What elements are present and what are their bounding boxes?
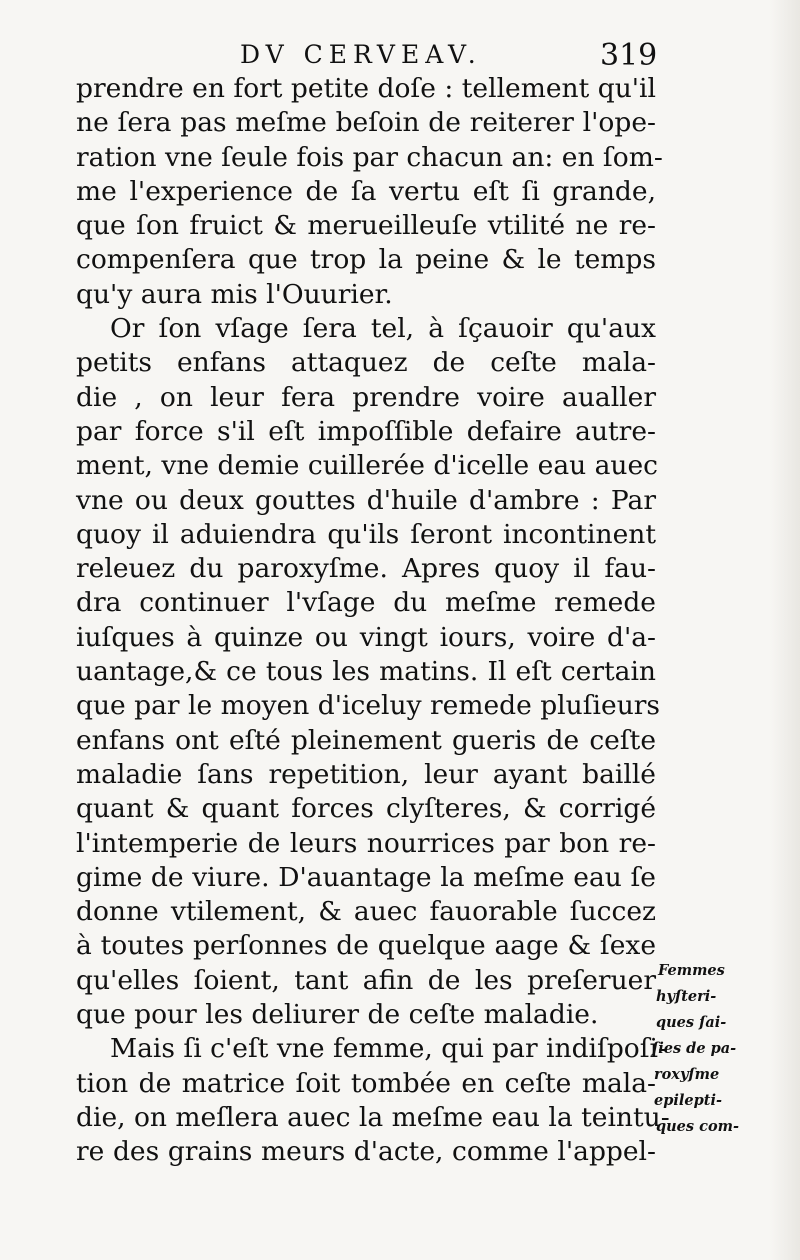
- margin-note-line: hyſteri-: [656, 988, 717, 1005]
- text-line: ment, vne demie cuillerée d'icelle eau auec: [76, 450, 659, 482]
- text-line: ration vne ſeule fois par chacun an: en ſom-: [76, 141, 663, 173]
- margin-note-line: ques ſai-: [656, 1014, 727, 1031]
- text-line: par force s'il eſt impoſſible defaire autre-: [76, 415, 656, 447]
- text-line: maladie ſans repetition, leur ayant baillé: [76, 758, 656, 790]
- text-line: re des grains meurs d'acte, comme l'appel-: [76, 1136, 656, 1168]
- text-line: que ſon fruict & merueilleuſe vtilité ne re-: [76, 210, 656, 242]
- text-line: prendre en fort petite doſe : tellement qu'il: [76, 73, 656, 104]
- text-line: iuſques à quinze ou vingt iours, voire d'a-: [76, 621, 656, 653]
- margin-note: [652, 958, 770, 1140]
- text-line: quant & quant forces clyſteres, & corrigé: [76, 793, 656, 825]
- text-line: Mais ſi c'eſt vne femme, qui par indiſpoſi-: [110, 1033, 667, 1065]
- margin-note-line: roxyſme: [654, 1066, 720, 1083]
- text-line: releuez du paroxyſme. Apres quoy il fau-: [76, 553, 656, 585]
- text-line: qu'elles ſoient, tant afin de les preſeruer: [76, 964, 656, 996]
- margin-note-line: ques com-: [656, 1118, 739, 1135]
- text-line: petits enfans attaquez de ceſte mala-: [76, 347, 656, 379]
- text-line: enfans ont eſté pleinement gueris de ceſte: [76, 724, 656, 756]
- text-line: à toutes perſonnes de quelque aage & ſexe: [76, 930, 656, 962]
- text-line: gime de viure. D'auantage la meſme eau ſe: [76, 861, 656, 893]
- page-number: 319: [600, 38, 658, 73]
- text-line: l'intemperie de leurs nourrices par bon re-: [76, 827, 656, 859]
- margin-note-line: Femmes: [658, 962, 725, 979]
- text-line: die, on meſlera auec la meſme eau la teintu-: [76, 1101, 670, 1133]
- text-line: me l'experience de ſa vertu eſt ſi grande,: [76, 175, 656, 207]
- text-line: vne ou deux gouttes d'huile d'ambre : Par: [76, 484, 656, 516]
- text-line: que pour les deliurer de ceſte maladie.: [76, 999, 599, 1031]
- running-head: DV CERVEAV.: [240, 40, 482, 69]
- text-line: uantage,& ce tous les matins. Il eſt certain: [76, 656, 656, 688]
- text-line: que par le moyen d'iceluy remede pluſieurs: [76, 690, 661, 722]
- page-edge-shadow: [770, 0, 800, 1260]
- text-line: dra continuer l'vſage du meſme remede: [76, 587, 656, 619]
- text-line: quoy il aduiendra qu'ils ſeront incontinent: [76, 518, 656, 550]
- body-text: [76, 72, 670, 1170]
- text-line: Or ſon vſage ſera tel, à ſçauoir qu'aux: [110, 313, 656, 345]
- text-line: tion de matrice ſoit tombée en ceſte mala-: [76, 1067, 656, 1099]
- text-line: donne vtilement, & auec fauorable ſuccez: [76, 896, 656, 928]
- margin-note-line: ſies de pa-: [652, 1040, 737, 1057]
- text-line: qu'y aura mis l'Ouurier.: [76, 278, 393, 310]
- text-line: die , on leur fera prendre voire aualler: [76, 381, 656, 413]
- text-line: ne ſera pas meſme beſoin de reiterer l'ope-: [76, 107, 656, 139]
- text-line: compenſera que trop la peine & le temps: [76, 244, 656, 276]
- margin-note-line: epilepti-: [654, 1092, 722, 1109]
